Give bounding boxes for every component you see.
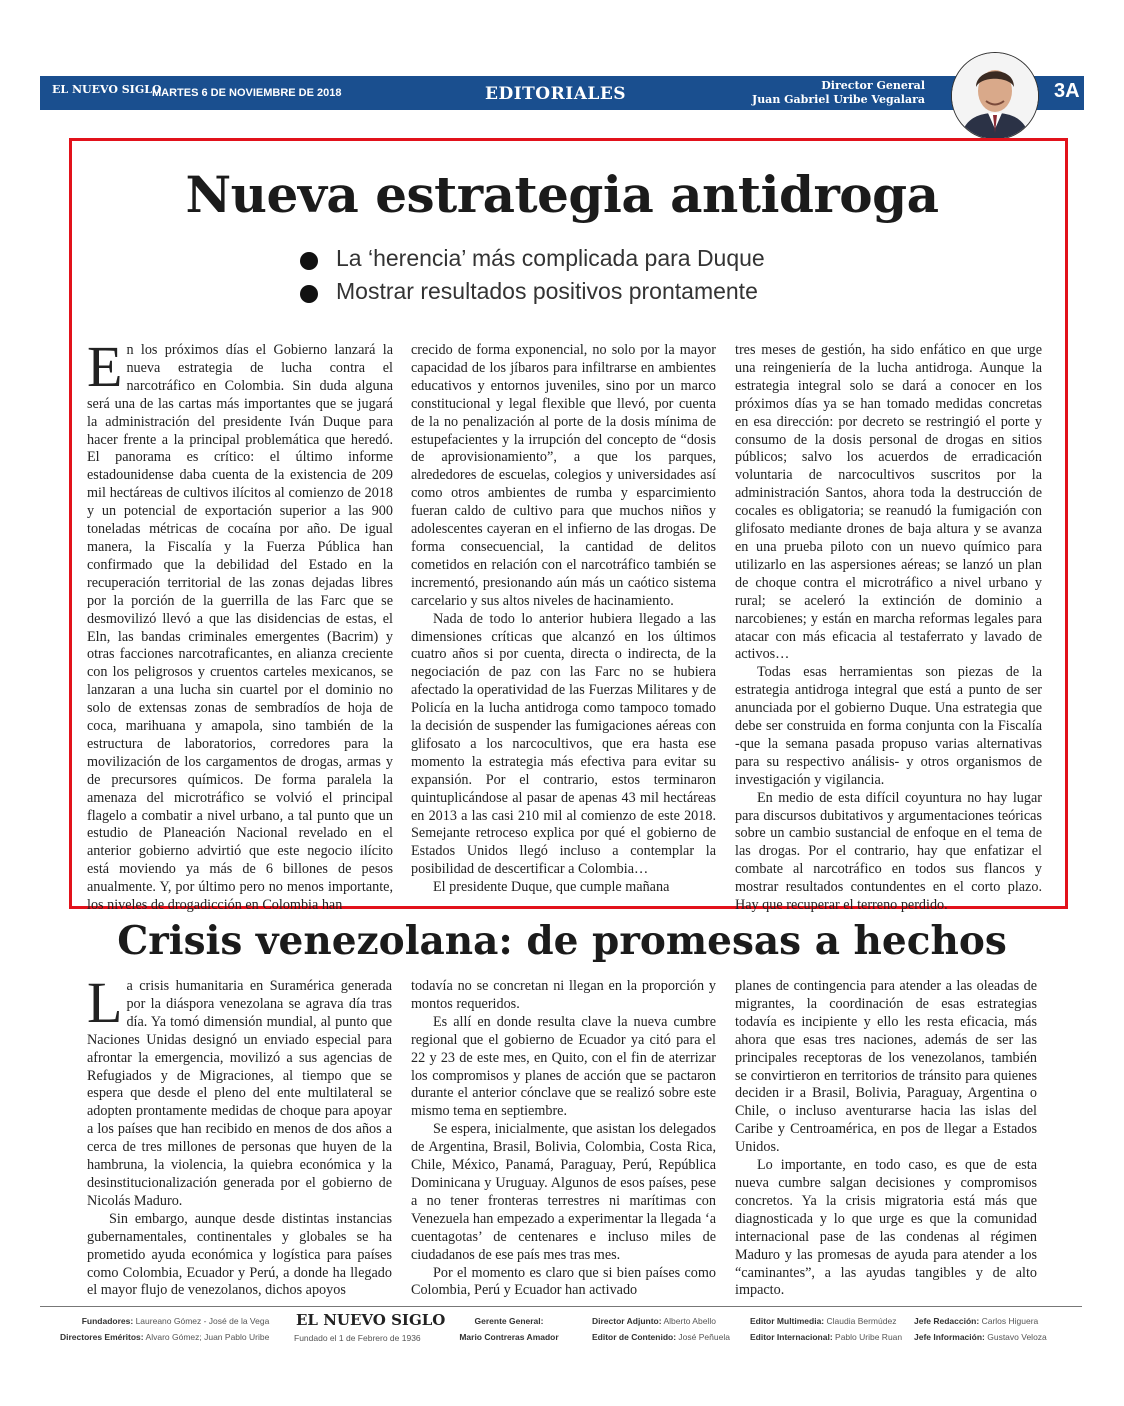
- footer-value: Carlos Higuera: [981, 1316, 1039, 1326]
- paragraph: n los próximos días el Gobierno lanzará la nueva estrategia de lucha contra el narcotráfico en Colombia. Sin duda alguna será una de las cartas más importantes que se jugará la administración del presidente Iván Duque para hacer frente a la principal problemática que heredó. El panorama es crítico: el último informe estadounidense daba cuenta de la existencia de 209 mil hectáreas de cultivos ilícitos al comienzo de 2018 y un potencial de exportación superior a las 900 toneladas métricas de cocaína por año. De igual manera, la Fiscalía y la Fuerza Pública han confirmado que la debilidad del Estado en la recuperación territorial de las zonas dejadas libres por la porción de la guerrilla de las Farc que se desmovilizó llevó a que las disidencias de estas, el Eln, las bandas criminales emergentes (Bacrim) y otras facciones narcotraficantes, en alianza creciente con los peligrosos y cruentos carteles mexicanos, se lanzaran a una lucha sin cuartel por el dominio no solo de extensas zonas de sembradíos de hoja de coca, marihuana y amapola, sino también de la estructura de laboratorios, corredores para la movilización de los cargamentos de drogas, armas y de precursores químicos. De forma paralela la amenaza del microtráfico se volvió el principal flagelo a combatir a nivel urbano, a tal punto que un estudio de Planeación Nacional revelado en el anterior gobierno advirtió que este negocio ilícito está moviendo ya más de 6 billones de pesos anualmente. Y, por último pero no menos importante, los niveles de drogadicción en Colombia han: [87, 342, 393, 914]
- footer-value: José Peñuela: [678, 1332, 730, 1342]
- bullet-dot-icon: [300, 252, 318, 270]
- header-paper-name: EL NUEVO SIGLO: [52, 83, 162, 96]
- portrait-image: [952, 53, 1038, 139]
- editorial-column-3: [735, 978, 1037, 1300]
- footer-value: Gustavo Veloza: [987, 1332, 1047, 1342]
- paragraph: Es allí en donde resulta clave la nueva cumbre regional que el gobierno de Ecuador ya citó para el 22 y 23 de este mes, en Quito, con el fin de aterrizar los compromisos y planes de acción que se pactaron durante el anterior cónclave que se realizó sobre este mismo tema en septiembre.: [411, 1013, 716, 1120]
- footer-label: Jefe Redacción:: [914, 1316, 980, 1326]
- drop-cap: E: [87, 334, 123, 399]
- editorial-title: Crisis venezolana: de promesas a hechos: [117, 918, 1007, 964]
- editorial-title: Nueva estrategia antidroga: [185, 165, 939, 224]
- editorial-summary-bullets: [300, 242, 765, 308]
- footer-label: Gerente General:: [474, 1316, 544, 1326]
- summary-bullet-text: La ‘herencia’ más complicada para Duque: [336, 245, 765, 271]
- bullet-dot-icon: [300, 285, 318, 303]
- footer-logo: EL NUEVO SIGLO: [296, 1311, 446, 1329]
- summary-bullet: [300, 242, 765, 275]
- director-portrait: [951, 52, 1039, 140]
- paragraph: Todas esas herramientas son piezas de la estrategia antidroga integral que está a punto de ser anunciada por el gobierno Duque. Una estrategia que debe ser construida en forma conjunta con la Fiscalía -que la semana pasada propuso varias alternativas para su respectivo análisis- y otros organismos de investigación y vigilancia.: [735, 664, 1042, 788]
- editorial-column-2: [411, 978, 716, 1300]
- paragraph: tres meses de gestión, ha sido enfático en que urge una reingeniería de la lucha antidroga. Aunque la estrategia integral solo se dará a conocer en los próximos días ya se han tomado medidas concretas en esa dirección: por decreto se restringió el porte y consumo de la dosis personal de drogas en sitios públicos; salvo los acuerdos de erradicación voluntaria de narcocultivos suscritos por la administración Santos, ahora toda la destrucción de cocales es obligatoria; se reanudó la fumigación con glifosato mediante drones de baja altura y se avanza en una prueba piloto con un nuevo químico para utilizarlo en las aspersiones aéreas; se lanzó un plan de choque contra el microtráfico a nivel urbano y rural; se aceleró la extinción de dominio a narcobienes; y están en marcha reformas legales para atacar con más eficacia al testaferrato y lavado de activos…: [735, 342, 1042, 663]
- director-name: Juan Gabriel Uribe Vegalara: [751, 93, 925, 106]
- footer-value: Mario Contreras Amador: [459, 1332, 559, 1342]
- footer-label: Fundadores:: [81, 1316, 134, 1326]
- editorial-column-1: [87, 970, 392, 1300]
- paragraph: todavía no se concretan ni llegan en la proporción y montos requeridos.: [411, 978, 716, 1012]
- paragraph: Nada de todo lo anterior hubiera llegado a las dimensiones críticas que alcanzó en los últimos cuatro años si por cuenta, directa o indirecta, de la negociación de paz con las Farc no se hubiera afectado la operatividad de las Fuerzas Militares y de Policía en la lucha antidroga como tampoco tomado la decisión de suspender las fumigaciones aéreas con glifosato a los narcocultivos, que era hasta ese momento la estrategia más efectiva para evitar su expansión. Por el contrario, estos terminaron quintuplicándose al pasar de apenas 43 mil hectáreas en 2013 a las casi 210 mil al comienzo de este 2018. Semejante retroceso explica por qué el gobierno de Estados Unidos llegó incluso a contemplar la posibilidad de descertificar a Colombia…: [411, 610, 716, 878]
- footer-value: Alvaro Gómez; Juan Pablo Uribe: [145, 1332, 270, 1342]
- director-credit: [720, 79, 925, 107]
- paragraph: crecido de forma exponencial, no solo por la mayor capacidad de los jíbaros para infiltrarse en ambientes educativos y entornos juveniles, sino por un marco constitucional y legal flexible que llevó, por cuenta de la no penalización al porte de la dosis mínima de estupefacientes y la irrupción del concepto de “dosis de aprovisionamiento”, a que los parques, alrededores de escuelas, colegios y universidades así como otros ambientes de rumba y esparcimiento fueran caldo de cultivo para que muchos niños y adolescentes cayeran en el infierno de las drogas. De forma consecuencial, la cantidad de delitos cometidos en relación con el narcotráfico también se incrementó, presionando aún más un caótico sistema carcelario y sus altos niveles de hacinamiento.: [411, 342, 716, 609]
- footer-manager: [454, 1313, 564, 1345]
- summary-bullet: [300, 275, 765, 308]
- footer-editors-3: [914, 1313, 1047, 1345]
- paragraph: a crisis humanitaria en Suramérica generada por la diáspora venezolana se agrava día tras día. Ya tomó dimensión mundial, al punto que Naciones Unidas designó un enviado especial para afrontar la emergencia, movilizó a sus agencias de Refugiados y de Migraciones, al tiempo que se espera que desde el pleno del ente multilateral se adopten prontamente medidas de choque para apoyar a los países que han recibido en menos de dos años a cerca de tres millones de personas que huyen de la hambruna, la violencia, la quiebra económica y la desinstitucionalización generada por el gobierno de Nicolás Maduro.: [87, 978, 392, 1209]
- footer-editors-2: [750, 1313, 902, 1345]
- editorial-column-1: [87, 334, 393, 915]
- footer-value: Laureano Gómez - José de la Vega: [135, 1316, 270, 1326]
- footer-label: Directores Eméritos:: [60, 1332, 144, 1342]
- drop-cap: L: [87, 970, 123, 1035]
- director-title: Director General: [821, 79, 925, 92]
- paragraph: En medio de esta difícil coyuntura no hay lugar para discursos dubitativos y argumentaciones teóricas sobre un cambio sustancial de enfoque en el tema de las drogas. Por el contrario, hay que enfatizar el combate al narcotráfico en todos sus flancos y mostrar resultados contundentes en el corto plazo. Hay que recuperar el terreno perdido.: [735, 789, 1042, 914]
- paragraph: Lo importante, en todo caso, es que de esta nueva cumbre salgan decisiones y compromisos concretos. Ya la crisis migratoria está más que diagnosticada y lo que urge es que la comunidad internacional pase de las condenas al régimen Maduro y las promesas de ayuda para atender a los “caminantes”, a las ayudas tangibles y de alto impacto.: [735, 1157, 1037, 1299]
- footer-founders: [60, 1313, 269, 1345]
- editorial-column-3: [735, 342, 1042, 915]
- footer-founded: Fundado el 1 de Febrero de 1936: [294, 1333, 421, 1343]
- footer-label: Editor Multimedia:: [750, 1316, 825, 1326]
- footer-value: Alberto Abello: [663, 1316, 716, 1326]
- editorial-column-2: [411, 342, 716, 897]
- paragraph: Se espera, inicialmente, que asistan los delegados de Argentina, Brasil, Bolivia, Colombia, Costa Rica, Chile, México, Panamá, Paraguay, Perú, República Dominicana y Uruguay. Algunos de esos países, pese a no tener fronteras terrestres ni marítimas con Venezuela han empezado a experimentar la llegada ‘a cuentagotas’ de centenares e incluso miles de ciudadanos de ese país mes tras mes.: [411, 1121, 716, 1263]
- footer-label: Jefe Información:: [914, 1332, 985, 1342]
- footer-label: Director Adjunto:: [592, 1316, 662, 1326]
- footer-label: Editor Internacional:: [750, 1332, 833, 1342]
- paragraph: El presidente Duque, que cumple mañana: [433, 879, 670, 896]
- paragraph: Sin embargo, aunque desde distintas instancias gubernamentales, continentales y globales se ha prometido ayuda económica y logística para países como Colombia, Ecuador y Perú, a donde ha llegado el mayor flujo de venezolanos, dichos apoyos: [87, 1210, 392, 1299]
- paragraph: planes de contingencia para atender a las oleadas de migrantes, la coordinación de esas estrategias todavía es incipiente y ello les resta eficacia, más ahora que esas tres naciones, además de ser las principales receptoras de los venezolanos, también se convirtieron en territorios de tránsito para quienes deciden ir a Brasil, Bolivia, Paraguay, Argentina o Chile, o incluso aventurarse hacia las islas del Caribe y Centroamérica, en pos de llegar a Estados Unidos.: [735, 978, 1037, 1156]
- footer-value: Claudia Bermúdez: [826, 1316, 897, 1326]
- paragraph: Por el momento es claro que si bien países como Colombia, Perú y Ecuador han activado: [411, 1264, 716, 1299]
- footer-editors-1: [592, 1313, 730, 1345]
- summary-bullet-text: Mostrar resultados positivos prontamente: [336, 278, 758, 304]
- footer-divider: [40, 1306, 1082, 1307]
- footer-value: Pablo Uribe Ruan: [835, 1332, 903, 1342]
- page-number: 3A: [1054, 80, 1080, 102]
- section-title: EDITORIALES: [485, 84, 627, 104]
- footer-label: Editor de Contenido:: [592, 1332, 677, 1342]
- header-date: MARTES 6 DE NOVIEMBRE DE 2018: [152, 87, 342, 99]
